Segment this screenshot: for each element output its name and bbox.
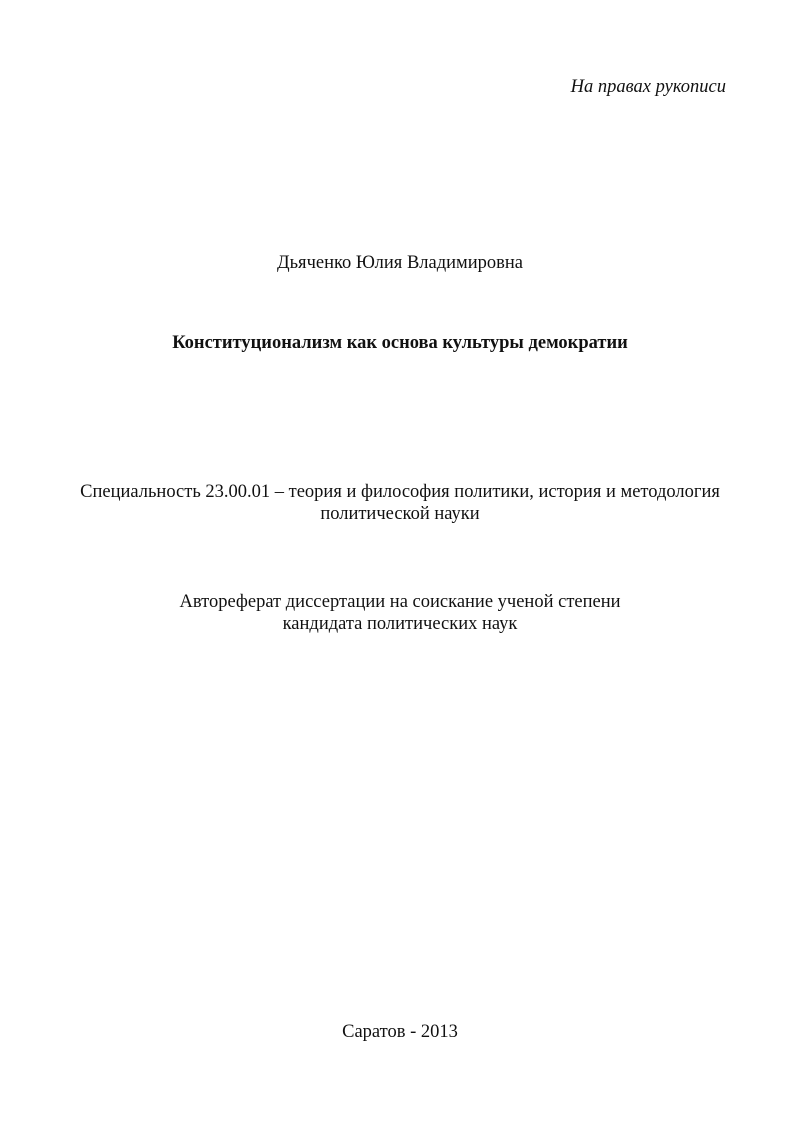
manuscript-rights-note: На правах рукописи [570,77,726,97]
specialty-line-1: Специальность 23.00.01 – теория и философия политики, история и методология [80,482,720,502]
abstract-line-1: Автореферат диссертации на соискание ученой степени [179,592,621,612]
author-name: Дьяченко Юлия Владимировна [277,253,523,273]
specialty-line-2: политической науки [320,504,480,524]
place-and-year: Саратов - 2013 [342,1022,458,1042]
dissertation-title: Конституционализм как основа культуры демократии [172,333,628,353]
abstract-line-2: кандидата политических наук [282,614,518,634]
